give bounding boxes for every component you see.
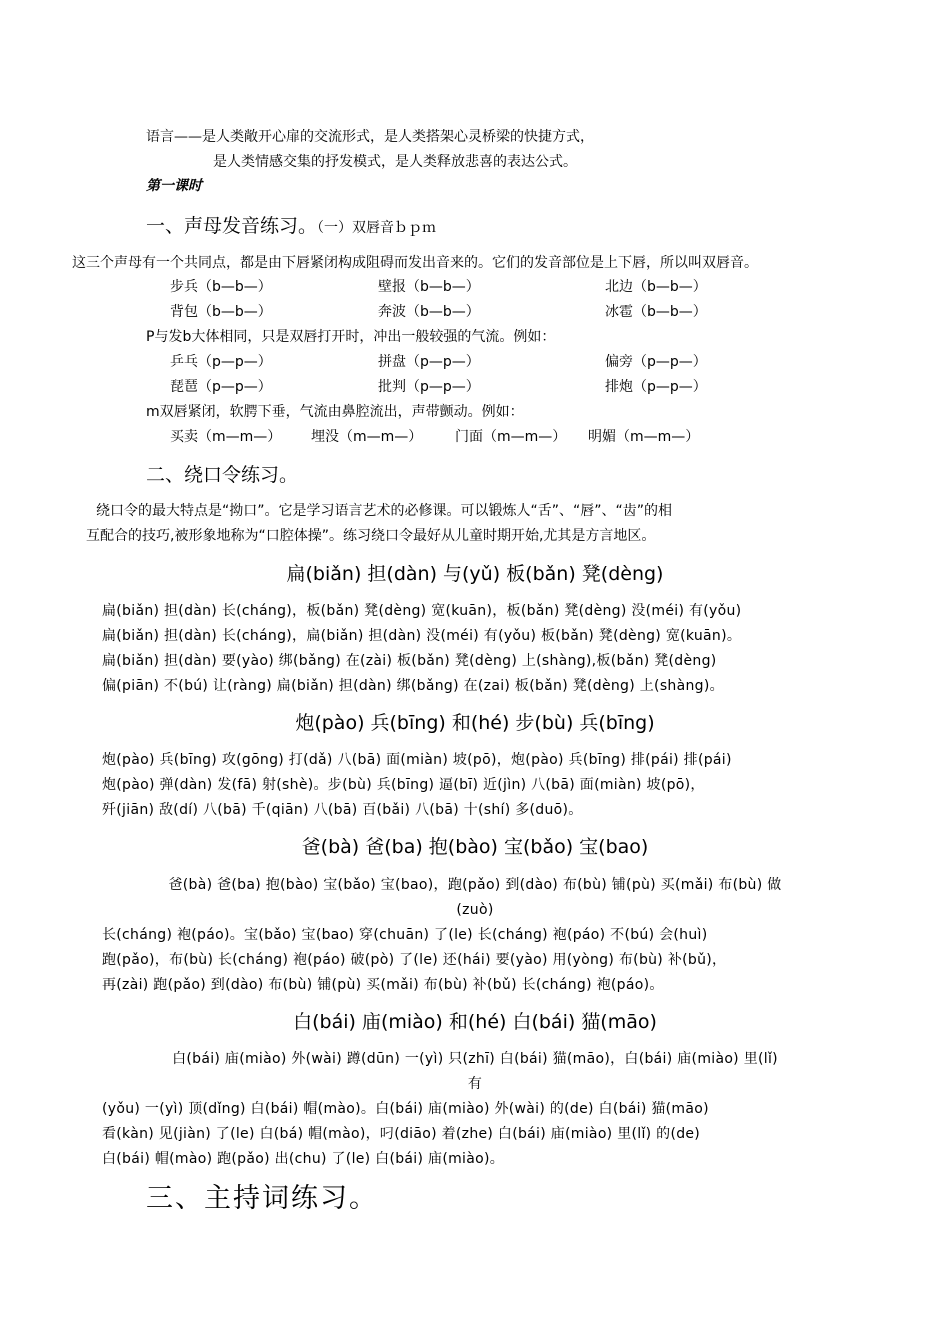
twister-line: 爸(bà) 爸(ba) 抱(bào) 宝(bǎo) 宝(bao)，跑(pǎo) 到(dào) 布(bù) 铺(pù) 买(mǎi) 布(bù) 做 (168, 877, 782, 893)
section1-subheading: （一）双唇音ｂｐｍ (317, 220, 437, 236)
p-word: 偏旁（p—p—） (605, 354, 707, 370)
section1-heading-text: 一、声母发音练习。 (146, 215, 318, 237)
twister-line-wrap: 有 (467, 1076, 483, 1092)
b-word: 冰雹（b—b—） (605, 304, 707, 320)
p-word: 批判（p—p—） (378, 379, 480, 395)
m-word: 买卖（m—m—） (170, 429, 282, 445)
b-word: 壁报（b—b—） (378, 279, 480, 295)
quote-line-2: 是人类情感交集的抒发模式，是人类释放悲喜的表达公式。 (213, 154, 577, 170)
b-word: 步兵（b—b—） (170, 279, 272, 295)
twister-line-wrap: (zuò) (456, 902, 494, 918)
twister-line: 白(bái) 帽(mào) 跑(pǎo) 出(chu) 了(le) 白(bái) 庙(miào)。 (102, 1151, 505, 1167)
twister-line: 炮(pào) 兵(bīng) 攻(gōng) 打(dǎ) 八(bā) 面(miàn) 坡(pō)，炮(pào) 兵(bīng) 排(pái) 排(pái) (102, 752, 732, 768)
twister-line: 扁(biǎn) 担(dàn) 长(cháng)，扁(biǎn) 担(dàn) 没(méi) 有(yǒu) 板(bǎn) 凳(dèng) 宽(kuān)。 (102, 628, 742, 644)
twister-line: 跑(pǎo)，布(bù) 长(cháng) 袍(páo) 破(pò) 了(le) 还(hái) 要(yào) 用(yòng) 布(bù) 补(bǔ)， (102, 952, 727, 968)
twister-line: 再(zài) 跑(pǎo) 到(dào) 布(bù) 铺(pù) 买(mǎi) 布(bù) 补(bǔ) 长(cháng) 袍(páo)。 (102, 977, 664, 993)
p-intro: P与发b大体相同，只是双唇打开时，冲出一般较强的气流。例如： (146, 329, 556, 345)
quote-line-1: 语言——是人类敞开心扉的交流形式，是人类搭架心灵桥梁的快捷方式， (146, 129, 594, 145)
p-word: 琵琶（p—p—） (170, 379, 272, 395)
lesson-label: 第一课时 (146, 178, 202, 194)
m-word: 埋没（m—m—） (311, 429, 423, 445)
section2-intro-2: 互配合的技巧,被形象地称为“口腔体操”。练习绕口令最好从儿童时期开始,尤其是方言地区。 (86, 528, 656, 544)
twister-line: 偏(piān) 不(bú) 让(ràng) 扁(biǎn) 担(dàn) 绑(bǎng) 在(zai) 板(bǎn) 凳(dèng) 上(shàng)。 (102, 678, 724, 694)
twister-line: 炮(pào) 弹(dàn) 发(fā) 射(shè)。步(bù) 兵(bīng) 逼(bī) 近(jìn) 八(bā) 面(miàn) 坡(pō)， (102, 777, 705, 793)
twister-title: 扁(biǎn) 担(dàn) 与(yǔ) 板(bǎn) 凳(dèng) (286, 563, 664, 585)
section3-heading: 三、主持词练习。 (146, 1183, 378, 1214)
section1-heading (146, 217, 436, 236)
twister-title: 白(bái) 庙(miào) 和(hé) 白(bái) 猫(māo) (293, 1011, 657, 1033)
twister-line: 扁(biǎn) 担(dàn) 长(cháng)，板(bǎn) 凳(dèng) 宽(kuān)，板(bǎn) 凳(dèng) 没(méi) 有(yǒu) (102, 603, 742, 619)
twister-line: 扁(biǎn) 担(dàn) 要(yào) 绑(bǎng) 在(zài) 板(bǎn) 凳(dèng) 上(shàng),板(bǎn) 凳(dèng) (102, 653, 717, 669)
twister-line: (yǒu) 一(yì) 顶(dǐng) 白(bái) 帽(mào)。白(bái) 庙(miào) 外(wài) 的(de) 白(bái) 猫(māo) (102, 1101, 709, 1117)
b-word: 北边（b—b—） (605, 279, 707, 295)
p-word: 拼盘（p—p—） (378, 354, 480, 370)
twister-line: 看(kàn) 见(jiàn) 了(le) 白(bá) 帽(mào)，叼(diāo) 着(zhe) 白(bái) 庙(miào) 里(lǐ) 的(de) (102, 1126, 701, 1142)
section1-intro: 这三个声母有一个共同点，都是由下唇紧闭构成阻碍而发出音来的。它们的发音部位是上下唇，所以叫双唇音。 (72, 255, 758, 271)
m-intro: m双唇紧闭，软腭下垂，气流由鼻腔流出，声带颤动。例如： (146, 404, 524, 420)
b-word: 背包（b—b—） (170, 304, 272, 320)
b-word: 奔波（b—b—） (378, 304, 480, 320)
twister-line: 白(bái) 庙(miào) 外(wài) 蹲(dūn) 一(yì) 只(zhī) 白(bái) 猫(māo)，白(bái) 庙(miào) 里(lǐ) (172, 1051, 778, 1067)
m-word: 门面（m—m—） (455, 429, 567, 445)
p-word: 排炮（p—p—） (605, 379, 707, 395)
section2-intro-1: 绕口令的最大特点是“拗口”。它是学习语言艺术的必修课。可以锻炼人“舌”、“唇”、“齿”的相 (96, 503, 673, 519)
twister-line: 长(cháng) 袍(páo)。宝(bǎo) 宝(bao) 穿(chuān) 了(le) 长(cháng) 袍(páo) 不(bú) 会(huì) (102, 927, 708, 943)
p-word: 乒乓（p—p—） (170, 354, 272, 370)
twister-title: 炮(pào) 兵(bīng) 和(hé) 步(bù) 兵(bīng) (295, 712, 655, 734)
twister-title: 爸(bà) 爸(ba) 抱(bào) 宝(bǎo) 宝(bao) (301, 836, 649, 858)
section2-heading: 二、绕口令练习。 (146, 464, 299, 486)
twister-line: 歼(jiān) 敌(dí) 八(bā) 千(qiān) 八(bā) 百(bǎi) 八(bā) 十(shí) 多(duō)。 (102, 802, 583, 818)
m-word: 明媚（m—m—） (588, 429, 700, 445)
